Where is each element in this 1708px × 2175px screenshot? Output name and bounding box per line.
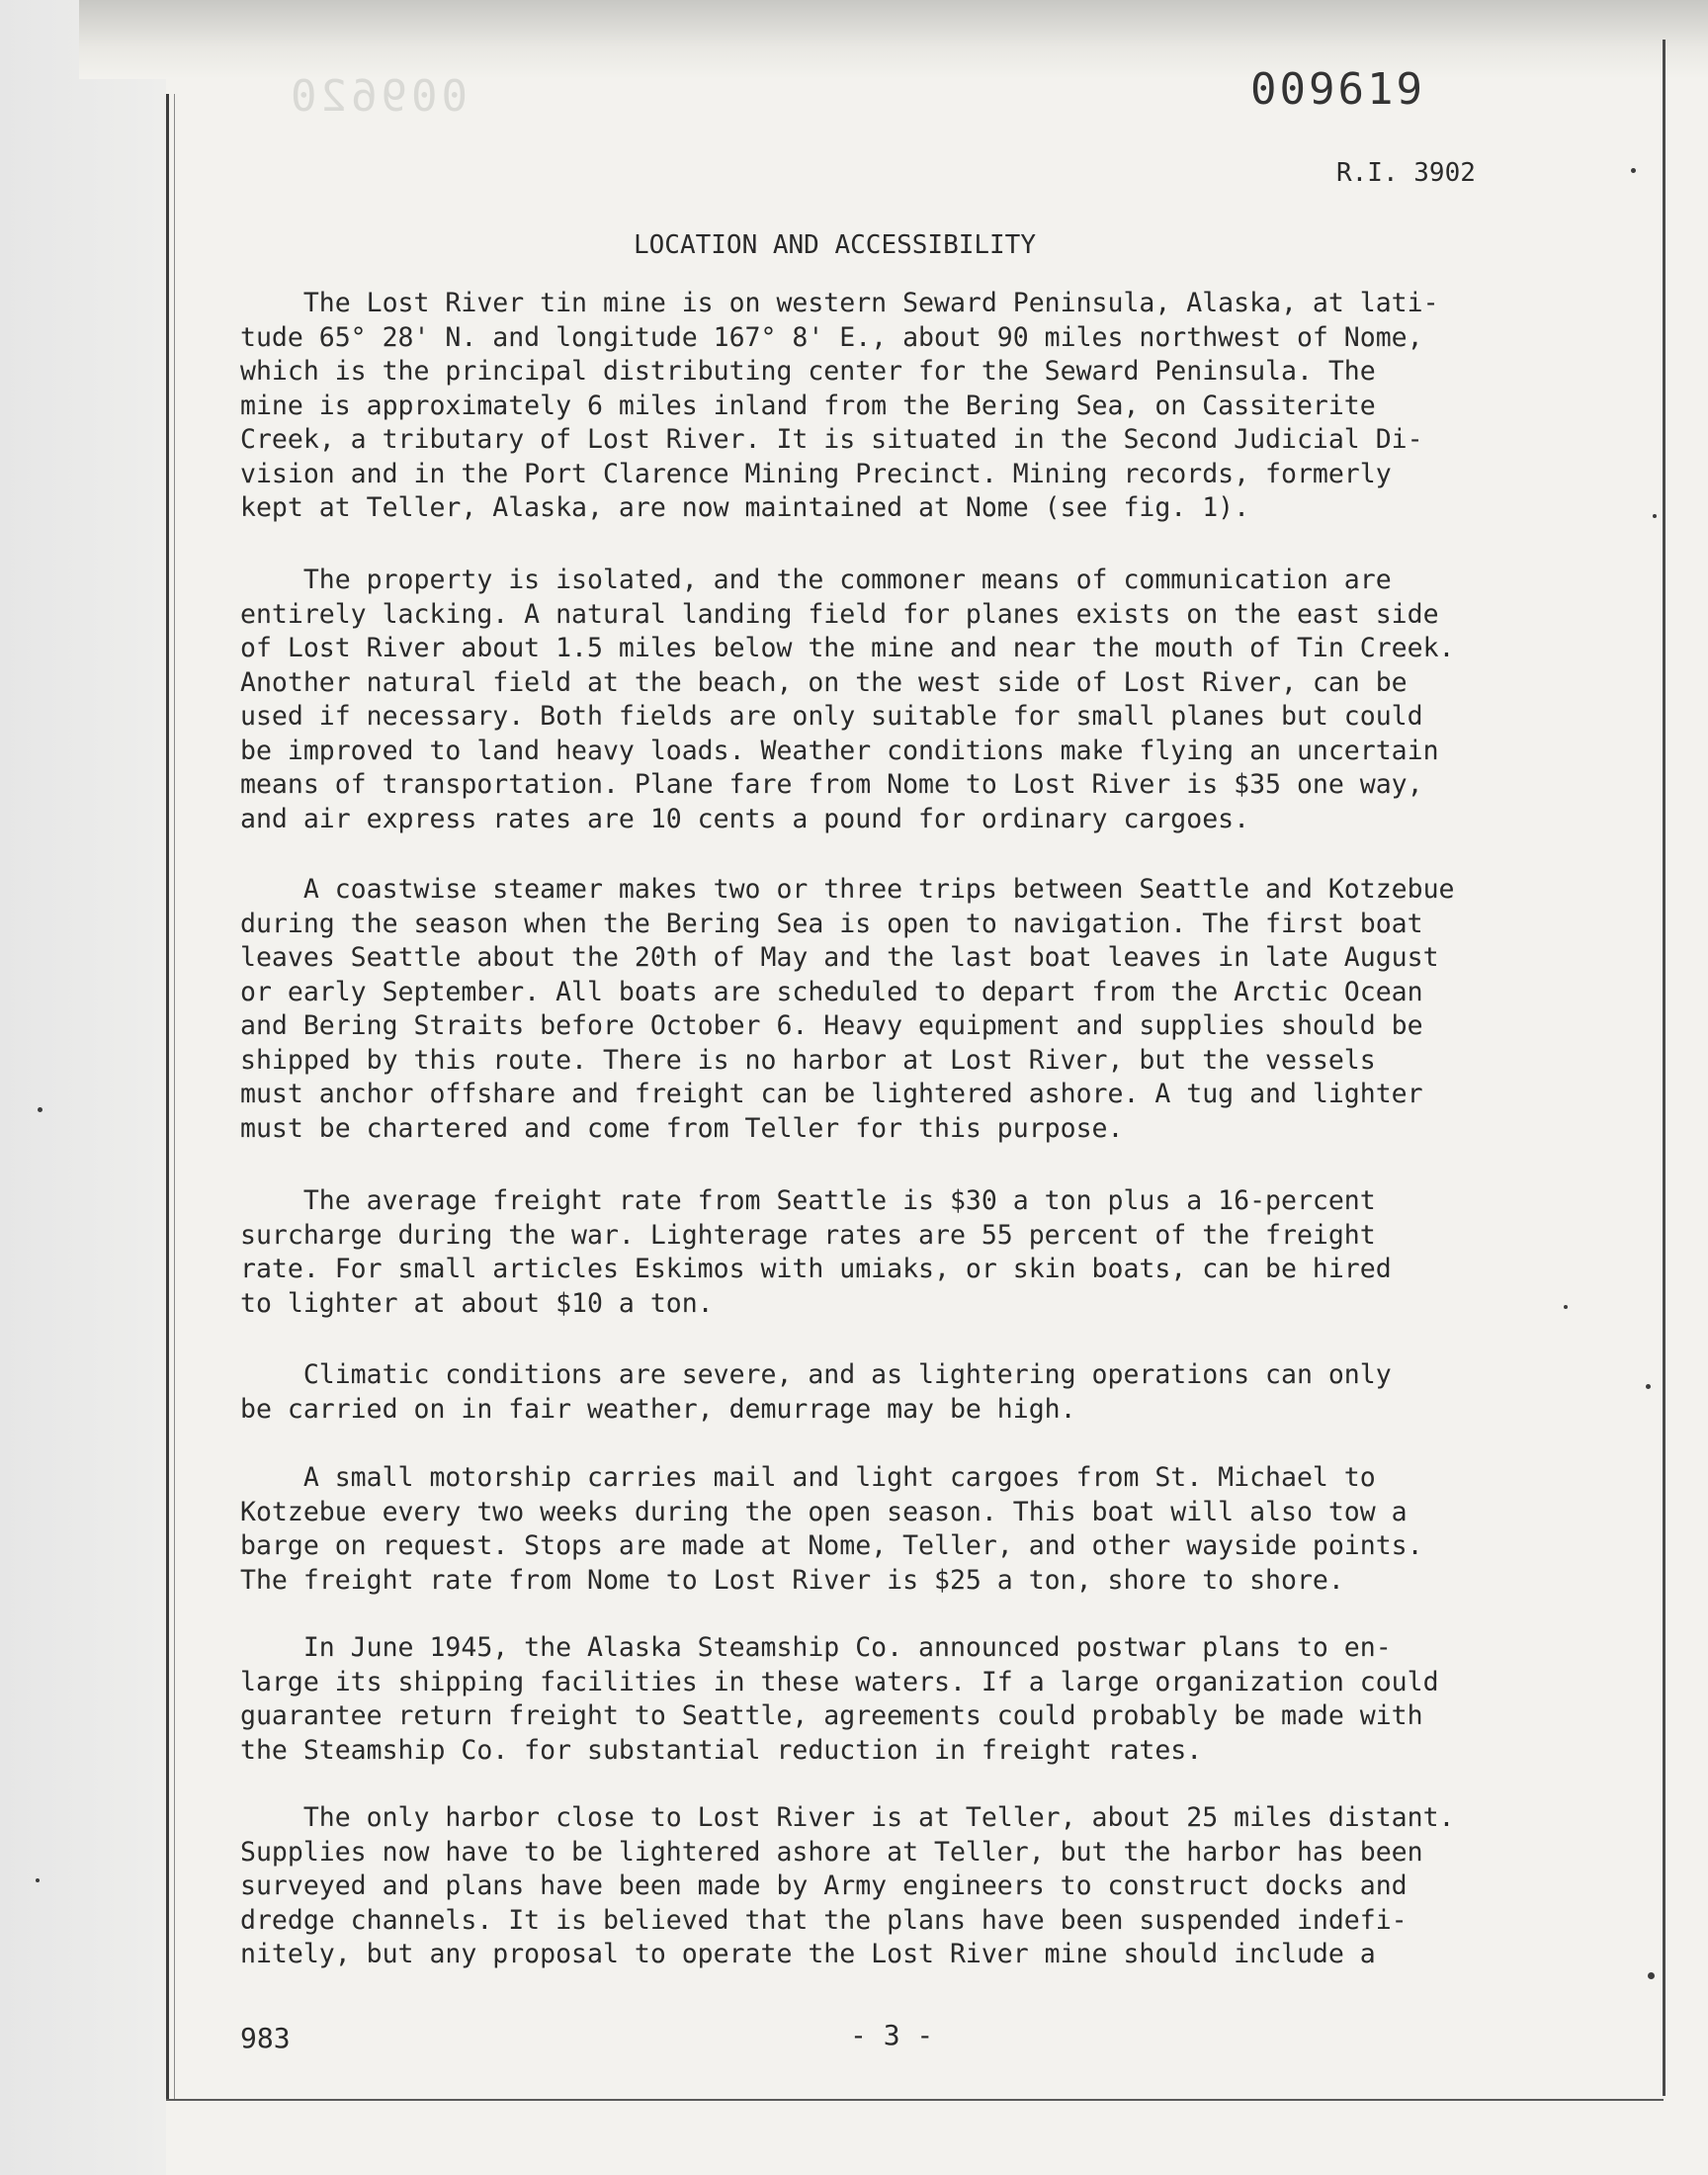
paragraph-motorship: A small motorship carries mail and light cargoes from St. Michael to Kotzebue every two weeks during the open season. This boat will also tow a barge on request. Stops are made at Nome, Teller, and other wayside points. The freight rate from Nome to Lost River is $25 a ton, shore to shore.: [240, 1462, 1423, 1596]
report-id: R.I. 3902: [1336, 158, 1476, 188]
paragraph-teller-harbor: The only harbor close to Lost River is at Teller, about 25 miles distant. Supplies now have to be lightered ashore at Teller, but the harbor has been surveyed and plans have been made by Army engineers to construct docks and dredge channels. It is believed that the plans have been suspended indefi- nitely, but any proposal to operate the Lost River mine should include a: [240, 1802, 1455, 1969]
page-bottom-edge: [166, 2099, 1664, 2101]
scan-speck: [38, 1107, 43, 1112]
paragraph-air-access: The property is isolated, and the commoner means of communication are entirely lacking. A natural landing field for planes exists on the east side of Lost River about 1.5 miles below the mine and near the mouth of Tin Creek. Another natural field at the beach, on the west side of Lost River, can be used if necessary. Both fields are only suitable for small planes but could be improved to land heavy loads. Weather conditions make flying an uncertain means of transportation. Plane fare from Nome to Lost River is $35 one way, and air express rates are 10 cents a pound for ordinary cargoes.: [240, 565, 1455, 834]
scan-speck: [36, 1878, 40, 1882]
paragraph-climate: Climatic conditions are severe, and as lightering operations can only be carried on in fair weather, demurrage may be high.: [240, 1359, 1392, 1425]
paragraph-location: The Lost River tin mine is on western Seward Peninsula, Alaska, at lati- tude 65° 28' N. and longitude 167° 8' E., about 90 miles northwest of Nome, which is the principal distributing center for the Seward Peninsula. The mine is approximately 6 miles inland from the Bering Sea, on Cassiterite Creek, a tributary of Lost River. It is situated in the Second Judicial Di- vision and in the Port Clarence Mining Precinct. Mining records, formerly kept at Teller, Alaska, are now maintained at Nome (see fig. 1).: [240, 288, 1439, 523]
paragraph-steamer: A coastwise steamer makes two or three trips between Seattle and Kotzebue during the season when the Bering Sea is open to navigation. The first boat leaves Seattle about the 20th of May and the last boat leaves in late August or early September. All boats are scheduled to depart from the Arctic Ocean and Bering Straits before October 6. Heavy equipment and supplies should be shipped by this route. There is no harbor at Lost River, but the vessels must anchor offshare and freight can be lightered ashore. A tug and lighter must be chartered and come from Teller for this purpose.: [240, 874, 1455, 1144]
paragraph-steamship-co: In June 1945, the Alaska Steamship Co. announced postwar plans to en- large its shipping facilities in these waters. If a large organization could guarantee return freight to Seattle, agreements could probably be made with the Steamship Co. for substantial reduction in freight rates.: [240, 1632, 1439, 1766]
bleed-through-number: 009620: [287, 71, 468, 122]
scan-speck: [1631, 168, 1636, 173]
footer-code: 983: [240, 2022, 291, 2054]
page-right-edge: [1663, 40, 1665, 2096]
paragraph-freight-rates: The average freight rate from Seattle is $30 a ton plus a 16-percent surcharge during the war. Lighterage rates are 55 percent of the freight rate. For small articles Eskimos with umiaks, or skin boats, can be hired to lighter at about $10 a ton.: [240, 1185, 1392, 1319]
scan-speck: [1646, 1384, 1651, 1389]
scan-top-edge: [79, 0, 1708, 79]
document-number: 009619: [1250, 64, 1425, 115]
binding-line: [166, 94, 169, 2101]
binding-line-shadow: [174, 94, 175, 2101]
scan-speck: [1564, 1305, 1568, 1309]
section-heading: LOCATION AND ACCESSIBILITY: [634, 230, 1036, 260]
scan-speck: [1648, 1972, 1655, 1979]
page-number: - 3 -: [850, 2019, 934, 2051]
scan-speck: [1653, 514, 1657, 518]
scan-left-margin: [0, 0, 166, 2175]
